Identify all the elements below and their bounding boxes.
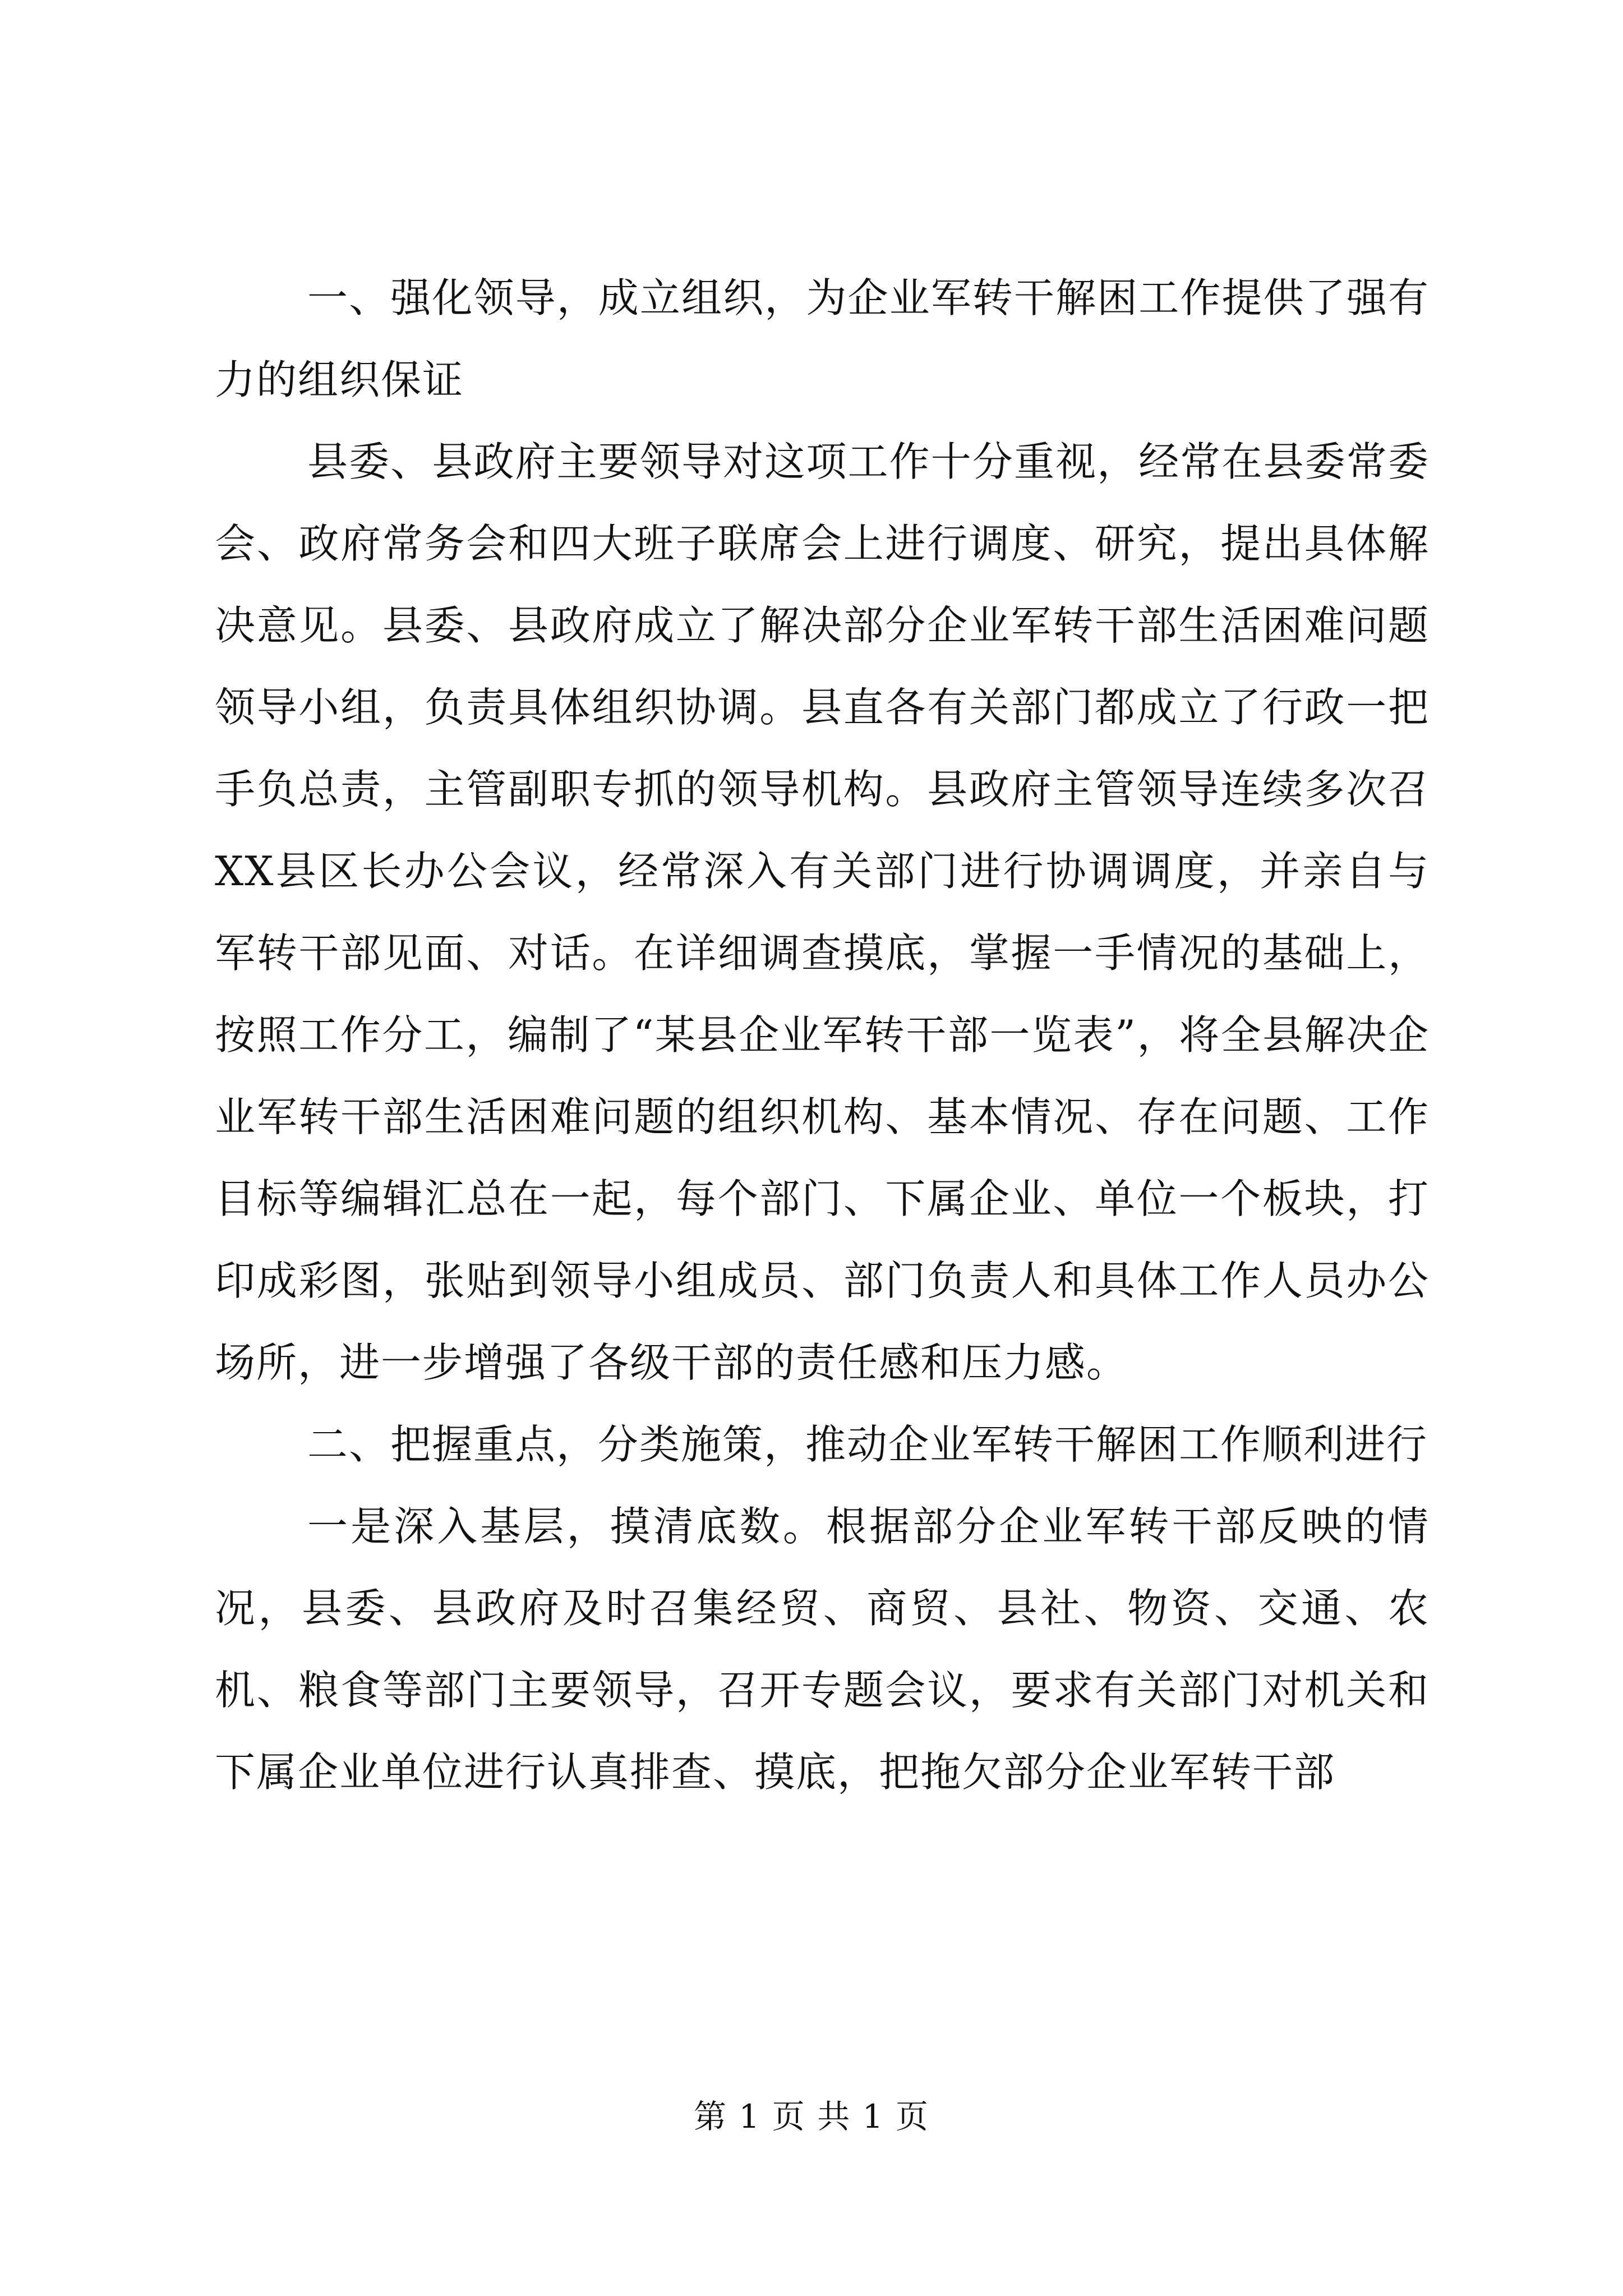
heading-section-2: 二、把握重点，分类施策，推动企业军转干解困工作顺利进行 (307, 1421, 1428, 1468)
paragraph-body-2: 一是深入基层，摸清底数。根据部分企业军转干部反映的情况，县委、县政府及时召集经贸、商贸、县社、物资、交通、农机、粮食等部门主要领导，召开专题会议，要求有关部门对机关和下属企业单位进行认真排查、摸底，把拖欠部分企业军转干部 (215, 1503, 1430, 1796)
paragraph-body-1: 县委、县政府主要领导对这项工作十分重视，经常在县委常委会、政府常务会和四大班子联席会上进行调度、研究，提出具体解决意见。县委、县政府成立了解决部分企业军转干部生活困难问题领导小组，负责具体组织协调。县直各有关部门都成立了行政一把手负总责，主管副职专抓的领导机构。县政府主管领导连续多次召XX县区长办公会议，经常深入有关部门进行协调调度，并亲自与军转干部见面、对话。在详细调查摸底，掌握一手情况的基础上，按照工作分工，编制了“某县企业军转干部一览表”，将全县解决企业军转干部生活困难问题的组织机构、基本情况、存在问题、工作目标等编辑汇总在一起，每个部门、下属企业、单位一个板块，打印成彩图，张贴到领导小组成员、部门负责人和具体工作人员办公场所，进一步增强了各级干部的责任感和压力感。 (215, 438, 1430, 1386)
heading-section-1: 一、强化领导，成立组织，为企业军转干解困工作提供了强有力的组织保证 (215, 274, 1430, 403)
document-body (215, 257, 1430, 1813)
page-footer: 第 1 页 共 1 页 (694, 2097, 929, 2136)
